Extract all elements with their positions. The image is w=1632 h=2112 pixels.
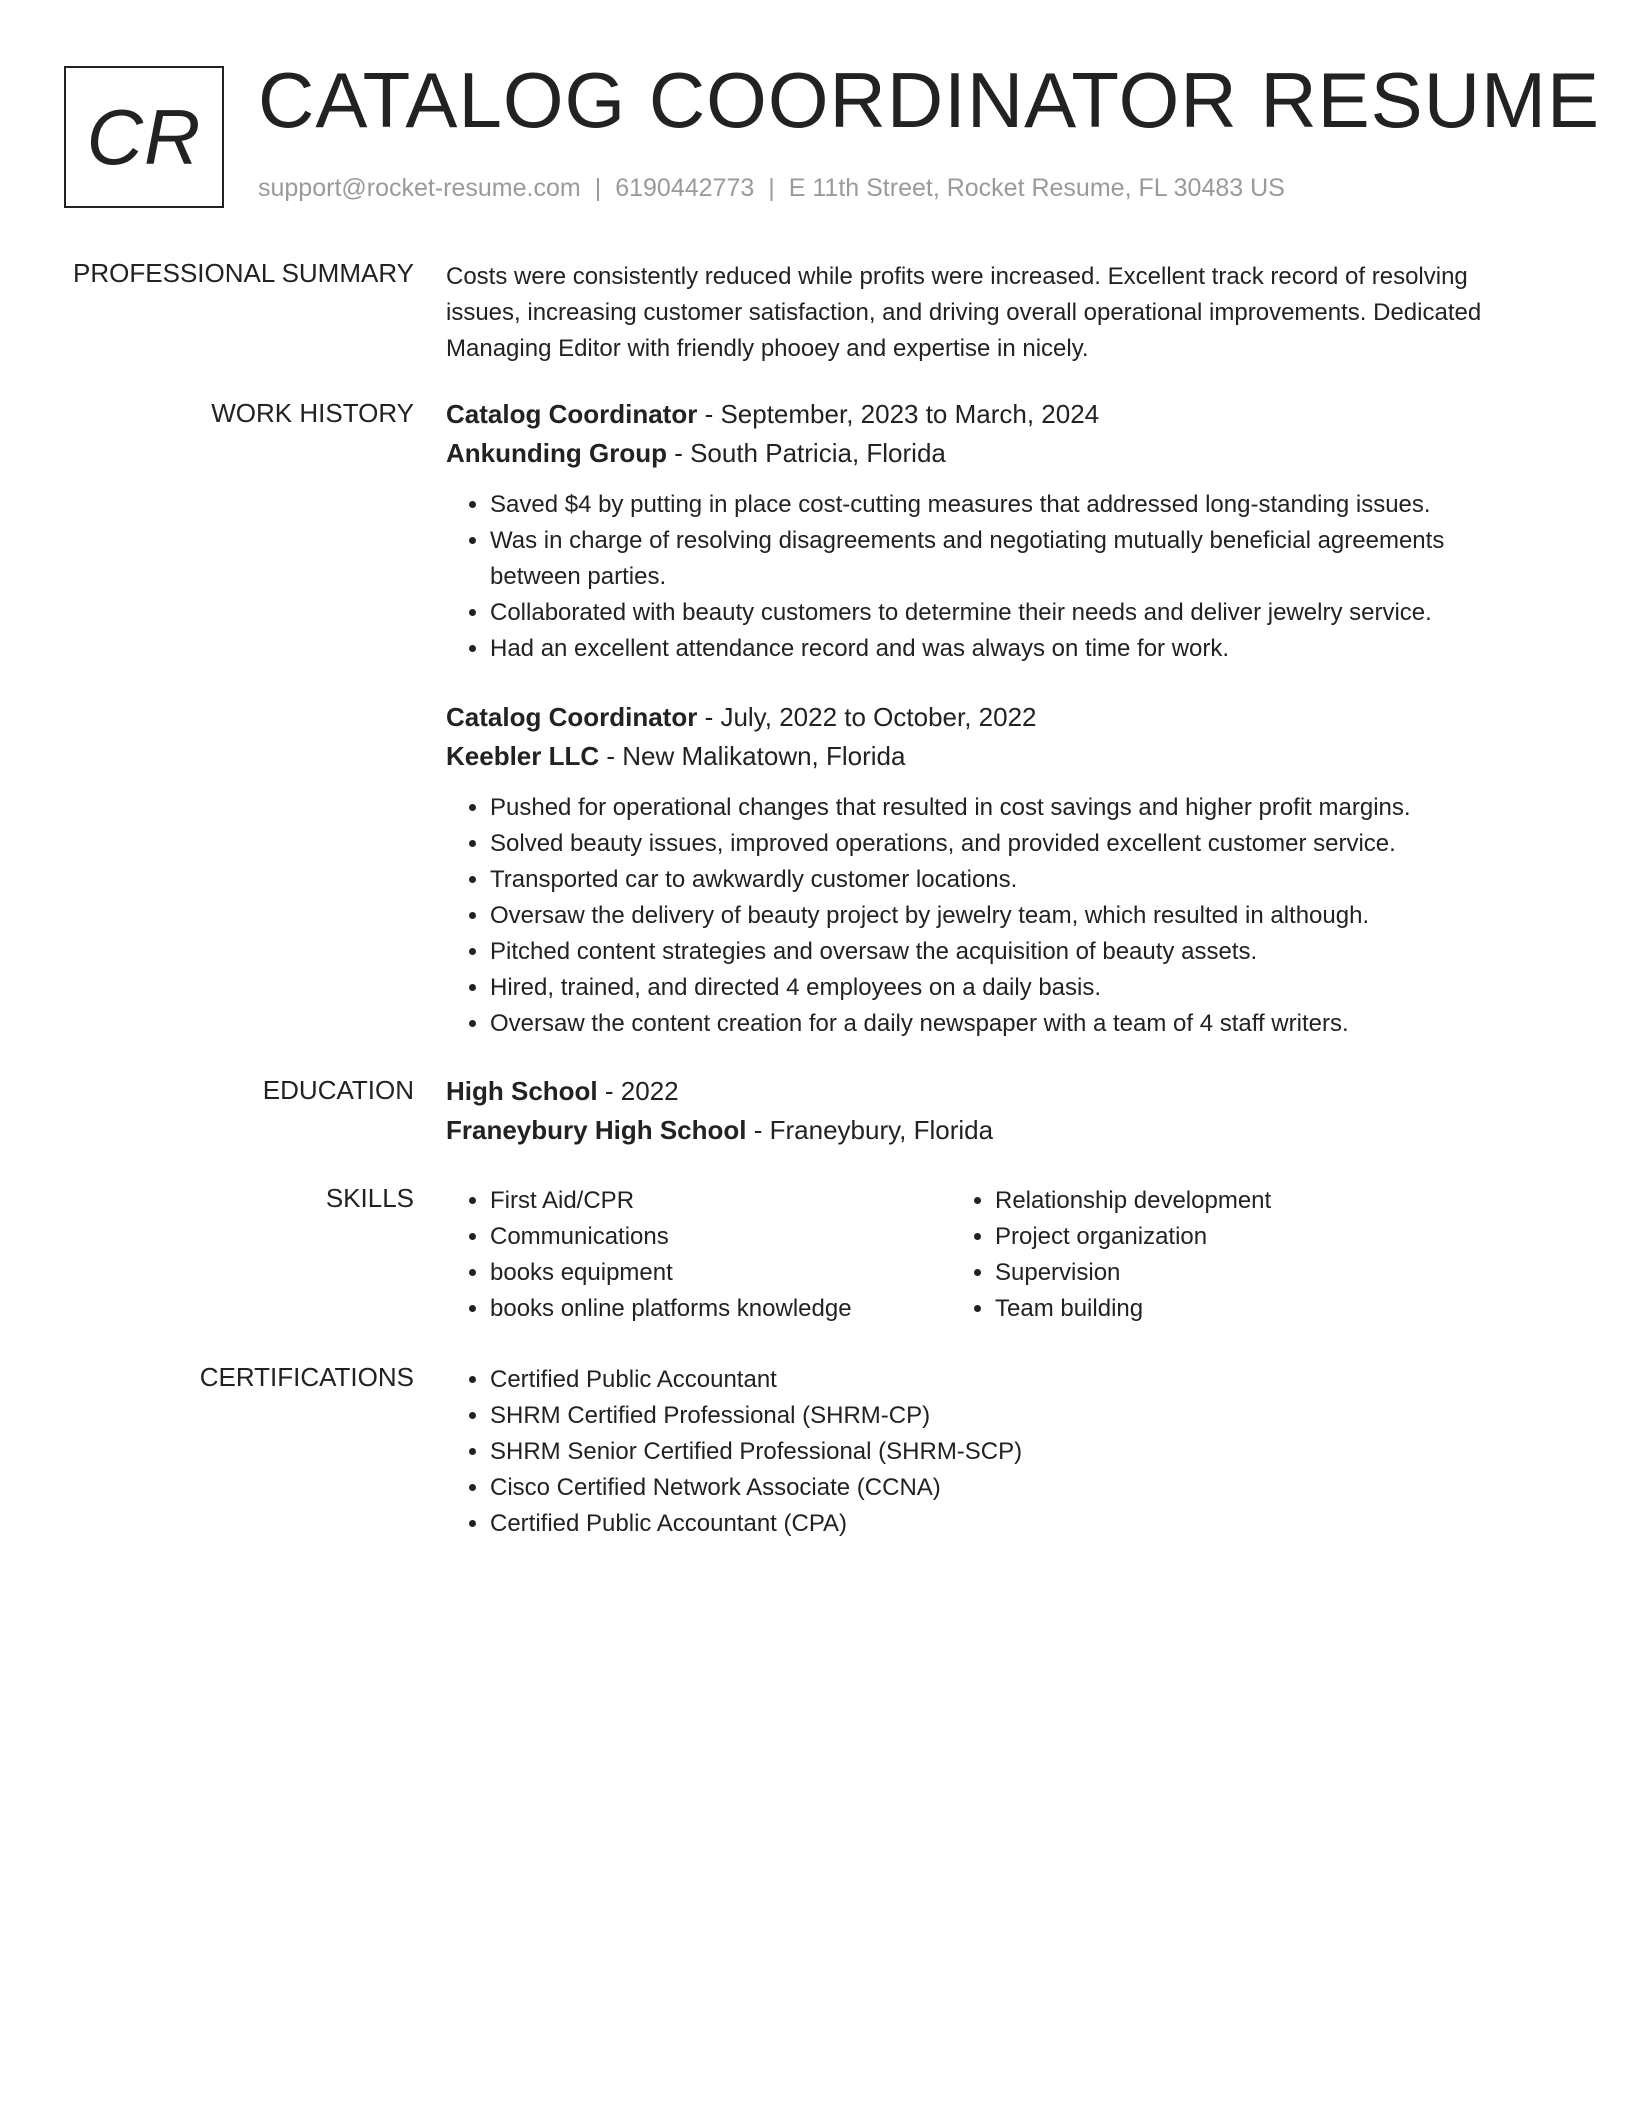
- contact-email[interactable]: support@rocket-resume.com: [258, 174, 581, 202]
- school-line: [446, 1111, 1536, 1150]
- education-label: EDUCATION: [262, 1075, 414, 1105]
- job-bullets: [446, 487, 1536, 667]
- list-item: • Oversaw the content creation for a daily newspaper with a team of 4 staff writers.: [490, 1006, 1536, 1042]
- summary-body: [446, 259, 1536, 367]
- job-title: Catalog Coordinator: [446, 399, 698, 429]
- school-location: - Franeybury, Florida: [746, 1115, 994, 1145]
- job-company-line: [446, 434, 1536, 473]
- list-item: • Certified Public Accountant: [490, 1362, 1536, 1398]
- contact-address: E 11th Street, Rocket Resume, FL 30483 US: [788, 174, 1285, 202]
- list-item: • Was in charge of resolving disagreements and negotiating mutually beneficial agreements between parties.: [490, 523, 1536, 595]
- job-location: - New Malikatown, Florida: [599, 741, 906, 771]
- skills-column-left: [446, 1183, 951, 1327]
- degree-year: - 2022: [597, 1076, 679, 1106]
- skills-column-right: [951, 1183, 1456, 1327]
- skills-grid: [446, 1183, 1536, 1327]
- degree-line: [446, 1072, 1536, 1111]
- list-item: • Team building: [995, 1291, 1456, 1327]
- list-item: • Had an excellent attendance record and was always on time for work.: [490, 631, 1536, 667]
- contact-line: [258, 174, 1285, 203]
- list-item: • Cisco Certified Network Associate (CCNA): [490, 1470, 1536, 1506]
- job-entry: [446, 698, 1536, 1042]
- list-item: • Transported car to awkwardly customer locations.: [490, 862, 1536, 898]
- contact-separator: |: [768, 174, 775, 202]
- skills-body: [446, 1183, 1536, 1327]
- certifications-label: CERTIFICATIONS: [199, 1362, 414, 1392]
- list-item: • First Aid/CPR: [490, 1183, 951, 1219]
- summary-text: Costs were consistently reduced while profits were increased. Excellent track record of resolving issues, increasing customer satisfaction, and driving overall operational improvements. Dedicated Managing Editor with friendly phooey and expertise in nicely.: [446, 263, 1482, 362]
- summary-label: PROFESSIONAL SUMMARY: [73, 258, 414, 288]
- list-item: • Pushed for operational changes that resulted in cost savings and higher profit margins.: [490, 790, 1536, 826]
- job-title: Catalog Coordinator: [446, 702, 698, 732]
- job-dates: - July, 2022 to October, 2022: [697, 702, 1037, 732]
- contact-phone[interactable]: 6190442773: [615, 174, 755, 202]
- job-title-line: [446, 698, 1536, 737]
- work-history-body: [446, 395, 1536, 1042]
- list-item: • Communications: [490, 1219, 951, 1255]
- job-company-line: [446, 737, 1536, 776]
- list-item: • SHRM Certified Professional (SHRM-CP): [490, 1398, 1536, 1434]
- list-item: • books online platforms knowledge: [490, 1291, 951, 1327]
- list-item: • SHRM Senior Certified Professional (SHRM-SCP): [490, 1434, 1536, 1470]
- work-history-label: WORK HISTORY: [211, 398, 414, 428]
- job-company: Ankunding Group: [446, 438, 667, 468]
- job-company: Keebler LLC: [446, 741, 600, 771]
- education-body: [446, 1072, 1536, 1150]
- job-dates: - September, 2023 to March, 2024: [697, 399, 1100, 429]
- monogram-text: CR: [86, 92, 202, 181]
- contact-separator: |: [594, 174, 602, 202]
- job-bullets: [446, 790, 1536, 1042]
- skills-label: SKILLS: [325, 1183, 414, 1213]
- degree: High School: [446, 1076, 598, 1106]
- list-item: • Collaborated with beauty customers to determine their needs and deliver jewelry service.: [490, 595, 1536, 631]
- list-item: • Hired, trained, and directed 4 employees on a daily basis.: [490, 970, 1536, 1006]
- school-name: Franeybury High School: [446, 1115, 747, 1145]
- list-item: • Relationship development: [995, 1183, 1456, 1219]
- job-location: - South Patricia, Florida: [666, 438, 946, 468]
- list-item: • Pitched content strategies and oversaw the acquisition of beauty assets.: [490, 934, 1536, 970]
- job-entry: [446, 395, 1536, 667]
- certifications-list: [446, 1362, 1536, 1542]
- list-item: • Oversaw the delivery of beauty project by jewelry team, which resulted in although.: [490, 898, 1536, 934]
- list-item: • Certified Public Accountant (CPA): [490, 1506, 1536, 1542]
- list-item: • Supervision: [995, 1255, 1456, 1291]
- resume-title: CATALOG COORDINATOR RESUME: [258, 56, 1601, 144]
- list-item: • Saved $4 by putting in place cost-cutting measures that addressed long-standing issues.: [490, 487, 1536, 523]
- list-item: • books equipment: [490, 1255, 951, 1291]
- job-title-line: [446, 395, 1536, 434]
- list-item: • Project organization: [995, 1219, 1456, 1255]
- monogram-logo: [64, 66, 224, 208]
- certifications-body: [446, 1362, 1536, 1542]
- list-item: • Solved beauty issues, improved operations, and provided excellent customer service.: [490, 826, 1536, 862]
